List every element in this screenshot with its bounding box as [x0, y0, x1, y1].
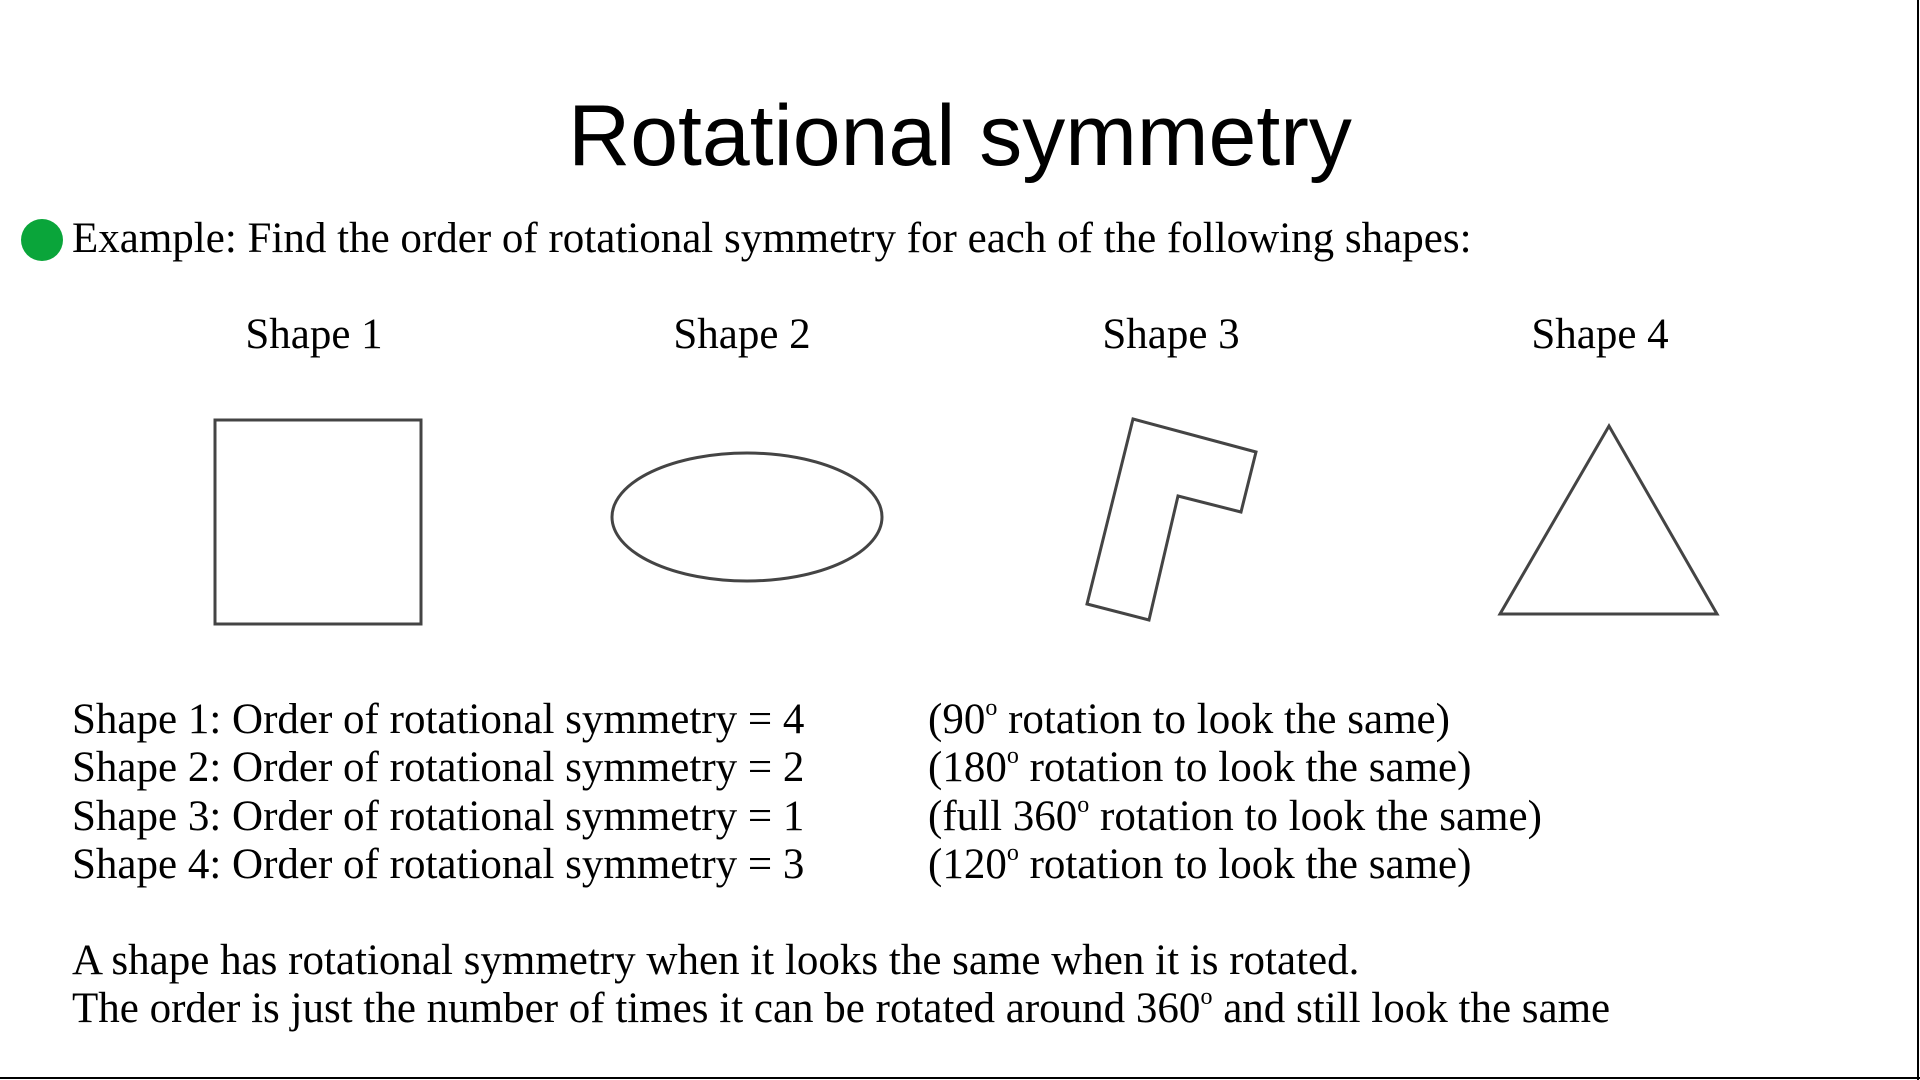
- summary-order: The order is just the number of times it can be rotated around 360$^o$ and still look the same: [72, 984, 1611, 1032]
- answer-shape-1: Shape 1: Order of rotational symmetry = 4: [72, 696, 805, 743]
- ellipse-shape: [612, 453, 882, 581]
- shape-4-label: Shape 4: [1531, 311, 1669, 358]
- answer-note-shape-1: (90$^o$ rotation to look the same): [928, 695, 1450, 743]
- shape-2-label: Shape 2: [673, 311, 811, 358]
- answer-shape-4: Shape 4: Order of rotational symmetry = 3: [72, 841, 805, 888]
- shape-1-label: Shape 1: [245, 311, 383, 358]
- answer-shape-3: Shape 3: Order of rotational symmetry = 1: [72, 793, 805, 840]
- triangle-shape: [1500, 426, 1717, 614]
- answer-note-shape-4: (120$^o$ rotation to look the same): [928, 840, 1472, 888]
- summary-definition: A shape has rotational symmetry when it looks the same when it is rotated.: [72, 937, 1360, 984]
- l-shape: [1087, 419, 1256, 620]
- answer-shape-2: Shape 2: Order of rotational symmetry = 2: [72, 744, 805, 791]
- answer-note-shape-2: (180$^o$ rotation to look the same): [928, 743, 1472, 791]
- example-prompt: Example: Find the order of rotational symmetry for each of the following shapes:: [72, 215, 1472, 262]
- slide-title: Rotational symmetry: [568, 88, 1352, 184]
- answer-note-shape-3: (full 360$^o$ rotation to look the same): [928, 792, 1542, 840]
- shape-3-label: Shape 3: [1102, 311, 1240, 358]
- square-shape: [215, 420, 421, 624]
